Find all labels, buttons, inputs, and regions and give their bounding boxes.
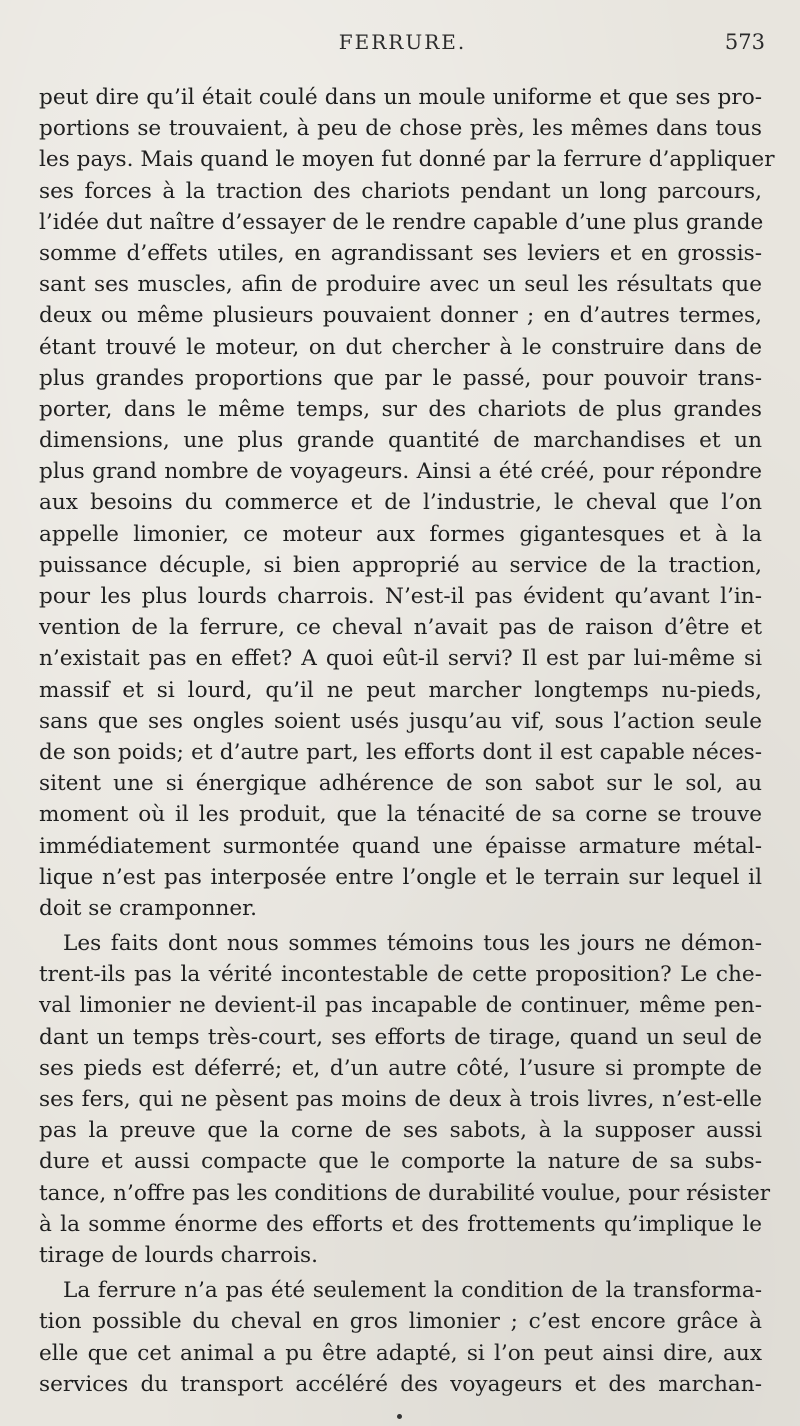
running-title: FERRURE.	[338, 30, 467, 54]
body-text	[39, 82, 775, 1400]
text-line: puissance décuple, si bien approprié au service de la traction,	[39, 552, 762, 578]
text-line: étant trouvé le moteur, on dut chercher à le construire dans de	[39, 334, 762, 360]
text-line: peut dire qu’il était coulé dans un moule uniforme et que ses pro-	[39, 85, 762, 110]
text-line: immédiatement surmontée quand une épaisse armature métal-	[39, 833, 762, 859]
text-line: pas la preuve que la corne de ses sabots, à la supposer aussi	[39, 1118, 762, 1144]
text-line: plus grandes proportions que par le passé, pour pouvoir trans-	[39, 365, 762, 391]
text-line: massif et si lourd, qu’il ne peut marcher longtemps nu-pieds,	[39, 677, 762, 703]
text-line: plus grand nombre de voyageurs. Ainsi a été créé, pour répondre	[39, 459, 762, 485]
text-line: dant un temps très-court, ses efforts de tirage, quand un seul de	[39, 1024, 762, 1050]
text-line: à la somme énorme des efforts et des frottements qu’implique le	[39, 1211, 762, 1237]
page-header	[40, 30, 765, 60]
text-line: val limonier ne devient-il pas incapable de continuer, même pen-	[39, 993, 762, 1019]
text-line: n’existait pas en effet? A quoi eût-il servi? Il est par lui-même si	[39, 646, 762, 672]
text-line: moment où il les produit, que la ténacité de sa corne se trouve	[39, 802, 762, 828]
text-line: somme d’effets utiles, en agrandissant ses leviers et en grossis-	[39, 240, 762, 266]
text-line: tion possible du cheval en gros limonier ; c’est encore grâce à	[39, 1309, 762, 1335]
text-line: pour les plus lourds charrois. N’est-il pas évident qu’avant l’in-	[39, 584, 762, 609]
text-line: ses forces à la traction des chariots pendant un long parcours,	[39, 178, 762, 204]
text-line: La ferrure n’a pas été seulement la condition de la transforma-	[63, 1278, 762, 1304]
text-line: sitent une si énergique adhérence de son sabot sur le sol, au	[39, 771, 762, 797]
text-line: elle que cet animal a pu être adapté, si l’on peut ainsi dire, aux	[39, 1340, 762, 1366]
text-line: deux ou même plusieurs pouvaient donner ; en d’autres termes,	[39, 303, 762, 329]
text-line: lique n’est pas interposée entre l’ongle et le terrain sur lequel il	[39, 864, 762, 890]
text-line: tirage de lourds charrois.	[39, 1242, 318, 1268]
text-line: de son poids; et d’autre part, les efforts dont il est capable néces-	[39, 739, 762, 765]
text-line: ses fers, qui ne pèsent pas moins de deux à trois livres, n’est-elle	[39, 1087, 762, 1112]
text-line: dimensions, une plus grande quantité de marchandises et un	[39, 428, 762, 454]
text-line: aux besoins du commerce et de l’industrie, le cheval que l’on	[39, 490, 762, 516]
text-line: vention de la ferrure, ce cheval n’avait pas de raison d’être et	[39, 615, 762, 641]
text-line: sans que ses ongles soient usés jusqu’au vif, sous l’action seule	[39, 708, 762, 734]
text-line: doit se cramponner.	[39, 895, 257, 921]
text-line: Les faits dont nous sommes témoins tous les jours ne démon-	[63, 931, 762, 957]
text-line: dure et aussi compacte que le comporte la nature de sa subs-	[39, 1149, 762, 1175]
text-line: porter, dans le même temps, sur des chariots de plus grandes	[39, 396, 762, 422]
text-line: sant ses muscles, afin de produire avec un seul les résultats que	[39, 272, 762, 298]
text-line: ses pieds est déferré; et, d’un autre côté, l’usure si prompte de	[39, 1055, 762, 1081]
text-line: les pays. Mais quand le moyen fut donné par la ferrure d’appliquer	[39, 147, 775, 173]
text-line: services du transport accéléré des voyageurs et des marchan-	[39, 1371, 762, 1397]
text-line: trent-ils pas la vérité incontestable de cette proposition? Le che-	[39, 962, 762, 988]
text-line: portions se trouvaient, à peu de chose près, les mêmes dans tous	[39, 116, 762, 142]
ink-speck	[397, 1414, 402, 1419]
text-line: l’idée dut naître d’essayer de le rendre capable d’une plus grande	[39, 209, 764, 235]
page-number: 573	[724, 30, 765, 54]
text-line: appelle limonier, ce moteur aux formes gigantesques et à la	[39, 521, 762, 547]
text-line: tance, n’offre pas les conditions de durabilité voulue, pour résister	[39, 1180, 771, 1206]
